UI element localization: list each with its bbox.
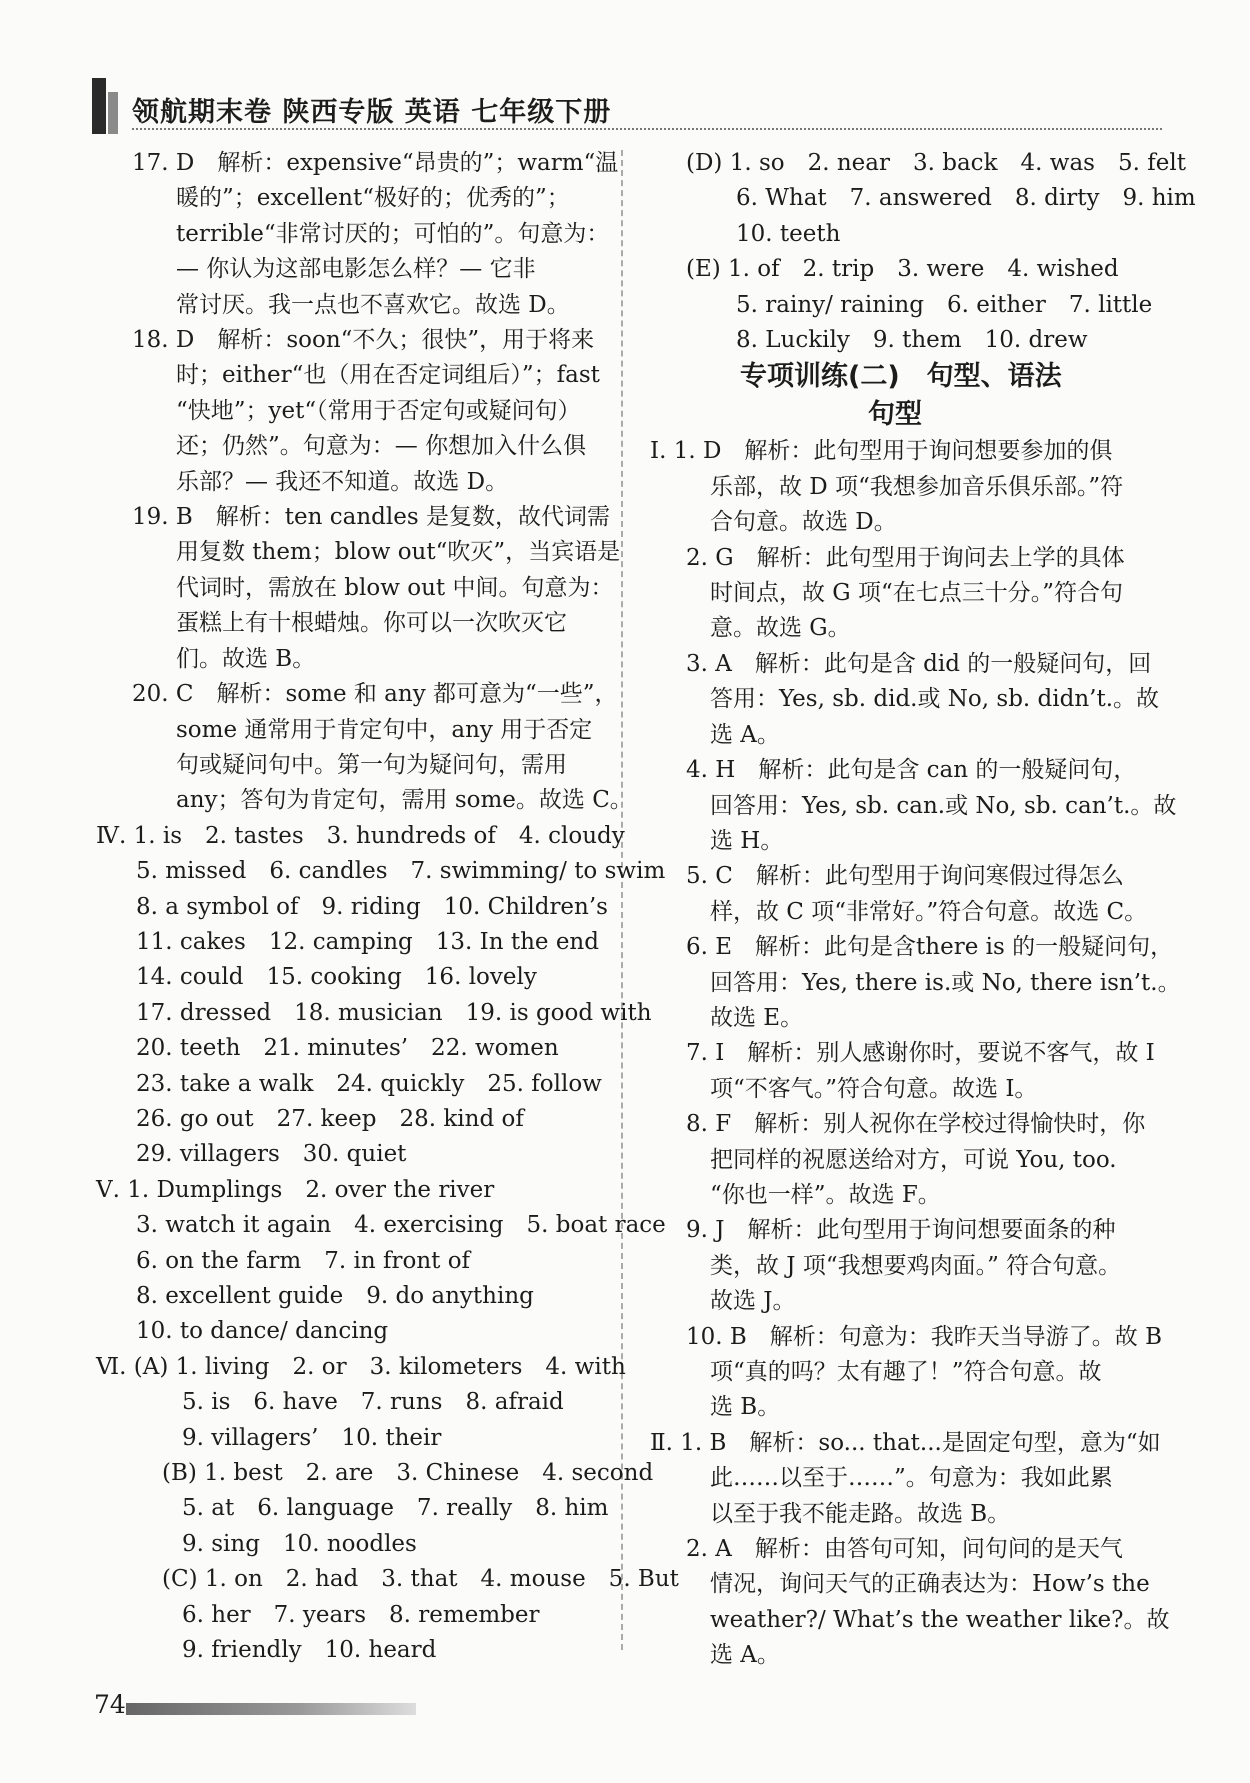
answer-line: 乐部，故 D 项“我想参加音乐俱乐部。”符: [710, 473, 1124, 500]
answer-line: 项“不客气。”符合句意。故选 I。: [710, 1075, 1038, 1102]
answer-line: 6. on the farm 7. in front of: [136, 1247, 471, 1274]
answer-line: 样，故 C 项“非常好。”符合句意。故选 C。: [710, 898, 1148, 925]
answer-line: 还；仍然”。句意为：— 你想加入什么俱: [176, 433, 587, 460]
answer-line: 29. villagers 30. quiet: [136, 1141, 407, 1168]
answer-line: 蛋糕上有十根蜡烛。你可以一次吹灭它: [176, 610, 567, 637]
answer-line: 此……以至于……”。句意为：我如此累: [710, 1465, 1113, 1492]
answer-line: 10. teeth: [736, 220, 841, 247]
answer-line: 4. H 解析：此句是含 can 的一般疑问句，: [686, 757, 1137, 784]
column-divider: [621, 150, 623, 1650]
answer-line: 故选 J。: [710, 1288, 796, 1315]
answer-line: 2. A 解析：由答句可知，问句问的是天气: [686, 1536, 1123, 1563]
answer-line: 选 A。: [710, 1642, 780, 1669]
answer-line: 3. A 解析：此句是含 did 的一般疑问句，回: [686, 650, 1152, 677]
answer-line: 8. F 解析：别人祝你在学校过得愉快时，你: [686, 1111, 1146, 1138]
header-rule: [132, 128, 1162, 130]
answer-line: 8. Luckily 9. them 10. drew: [736, 327, 1088, 354]
answer-line: 把同样的祝愿送给对方，可说 You, too.: [710, 1146, 1117, 1173]
answer-line: 14. could 15. cooking 16. lovely: [136, 964, 537, 991]
answer-line: 9. J 解析：此句型用于询问想要面条的种: [686, 1217, 1116, 1244]
answer-line: 6. E 解析：此句是含there is 的一般疑问句，: [686, 934, 1174, 961]
subsection-heading: 句型: [868, 399, 922, 431]
answer-line: 6. her 7. years 8. remember: [182, 1601, 540, 1628]
answer-line: 6. What 7. answered 8. dirty 9. him: [736, 185, 1196, 212]
answer-line: 26. go out 27. keep 28. kind of: [136, 1105, 524, 1132]
answer-line: 11. cakes 12. camping 13. In the end: [136, 928, 599, 955]
footer-bar: [126, 1703, 416, 1715]
answer-line: 5. at 6. language 7. really 8. him: [182, 1495, 609, 1522]
answer-line: 选 H。: [710, 827, 784, 854]
answer-line: 时间点，故 G 项“在七点三十分。”符合句: [710, 580, 1124, 607]
answer-line: 9. villagers’ 10. their: [182, 1424, 442, 1451]
answer-line: 9. sing 10. noodles: [182, 1530, 417, 1557]
answer-line: 句或疑问句中。第一句为疑问句，需用: [176, 751, 567, 778]
answer-line: Ⅵ. (A) 1. living 2. or 3. kilometers 4. with: [96, 1353, 626, 1380]
answer-line: (C) 1. on 2. had 3. that 4. mouse 5. But: [162, 1566, 679, 1593]
answer-line: 10. to dance/ dancing: [136, 1318, 389, 1345]
answer-line: 选 B。: [710, 1394, 781, 1421]
answer-line: 10. B 解析：句意为：我昨天当导游了。故 B: [686, 1323, 1163, 1350]
answer-line: 意。故选 G。: [710, 615, 851, 642]
answer-line: Ⅳ. 1. is 2. tastes 3. hundreds of 4. cloudy: [96, 822, 625, 849]
answer-line: 代词时，需放在 blow out 中间。句意为：: [176, 574, 614, 601]
right-answers-continued: [650, 146, 1196, 358]
answer-line: 常讨厌。我一点也不喜欢它。故选 D。: [176, 291, 570, 318]
answer-line: 5. rainy/ raining 6. either 7. little: [736, 291, 1153, 318]
answer-line: 5. missed 6. candles 7. swimming/ to swim: [136, 858, 666, 885]
answer-line: 选 A。: [710, 721, 780, 748]
header-mark: [92, 78, 106, 134]
answer-line: weather?/ What’s the weather like?。故: [710, 1606, 1170, 1633]
answer-line: Ⅴ. 1. Dumplings 2. over the river: [96, 1176, 495, 1203]
answer-line: Ⅰ. 1. D 解析：此句型用于询问想要参加的俱: [650, 438, 1113, 465]
right-column: [650, 146, 1196, 1674]
answer-line: any；答句为肯定句，需用 some。故选 C。: [176, 787, 633, 814]
answer-line: (D) 1. so 2. near 3. back 4. was 5. felt: [686, 150, 1186, 176]
answer-line: 类，故 J 项“我想要鸡肉面。” 符合句意。: [710, 1252, 1122, 1279]
answer-line: 17. dressed 18. musician 19. is good with: [136, 999, 652, 1026]
answer-line: 5. is 6. have 7. runs 8. afraid: [182, 1389, 564, 1416]
answer-line: 们。故选 B。: [176, 645, 316, 672]
answer-line: 8. a symbol of 9. riding 10. Children’s: [136, 893, 608, 920]
answer-line: 9. friendly 10. heard: [182, 1637, 437, 1664]
sentence-pattern-answers: [650, 434, 1181, 1673]
answer-line: “你也一样”。故选 F。: [710, 1181, 941, 1208]
answer-line: 以至于我不能走路。故选 B。: [710, 1500, 1011, 1527]
answer-line: 时；either“也（用在否定词组后）”；fast: [176, 362, 600, 389]
answer-line: 用复数 them；blow out“吹灭”，当宾语是: [176, 539, 621, 566]
answer-line: 乐部？— 我还不知道。故选 D。: [176, 468, 509, 495]
left-column: [96, 146, 679, 1668]
answer-line: “快地”；yet“（常用于否定句或疑问句）: [176, 397, 581, 424]
answer-line: 暖的”；excellent“极好的；优秀的”；: [176, 185, 570, 212]
answer-line: 20. teeth 21. minutes’ 22. women: [136, 1035, 559, 1062]
answer-line: 18. D 解析：soon“不久；很快”，用于将来: [132, 327, 595, 354]
answer-line: 情况，询问天气的正确表达为：How’s the: [710, 1571, 1150, 1598]
answer-line: (E) 1. of 2. trip 3. were 4. wished: [686, 256, 1119, 283]
answer-line: some 通常用于肯定句中，any 用于否定: [176, 716, 593, 743]
answer-line: — 你认为这部电影怎么样？— 它非: [176, 256, 536, 283]
answer-line: 故选 E。: [710, 1004, 804, 1031]
answer-line: Ⅱ. 1. B 解析：so... that...是固定句型，意为“如: [650, 1429, 1161, 1456]
answer-line: 23. take a walk 24. quickly 25. follow: [136, 1070, 602, 1097]
header-mark-shadow: [108, 92, 118, 134]
answer-line: 3. watch it again 4. exercising 5. boat race: [136, 1212, 666, 1239]
answer-line: 8. excellent guide 9. do anything: [136, 1283, 534, 1309]
answer-line: 项“真的吗？太有趣了！”符合句意。故: [710, 1359, 1102, 1385]
answer-line: 2. G 解析：此句型用于询问去上学的具体: [686, 544, 1125, 571]
answer-line: 7. I 解析：别人感谢你时，要说不客气，故 I: [686, 1040, 1155, 1067]
page-number: 74: [94, 1690, 126, 1719]
answer-line: 19. B 解析：ten candles 是复数，故代词需: [132, 504, 610, 531]
answer-line: 回答用：Yes, sb. can.或 No, sb. can’t.。故: [710, 792, 1177, 819]
section-heading: 专项训练(二) 句型、语法: [740, 361, 1062, 393]
book-title: 领航期末卷 陕西专版 英语 七年级下册: [132, 97, 612, 128]
answer-line: 合句意。故选 D。: [710, 509, 897, 536]
answer-line: terrible“非常讨厌的；可怕的”。句意为：: [176, 220, 610, 247]
answer-line: 答用：Yes, sb. did.或 No, sb. didn’t.。故: [710, 686, 1160, 713]
answer-line: (B) 1. best 2. are 3. Chinese 4. second: [162, 1460, 654, 1487]
answer-line: 回答用：Yes, there is.或 No, there isn’t.。: [710, 969, 1181, 996]
page-header: [92, 78, 1162, 134]
answer-line: 17. D 解析：expensive“昂贵的”；warm“温: [132, 150, 619, 176]
answer-line: 20. C 解析：some 和 any 都可意为“一些”，: [132, 681, 618, 708]
answer-line: 5. C 解析：此句型用于询问寒假过得怎么: [686, 863, 1124, 890]
